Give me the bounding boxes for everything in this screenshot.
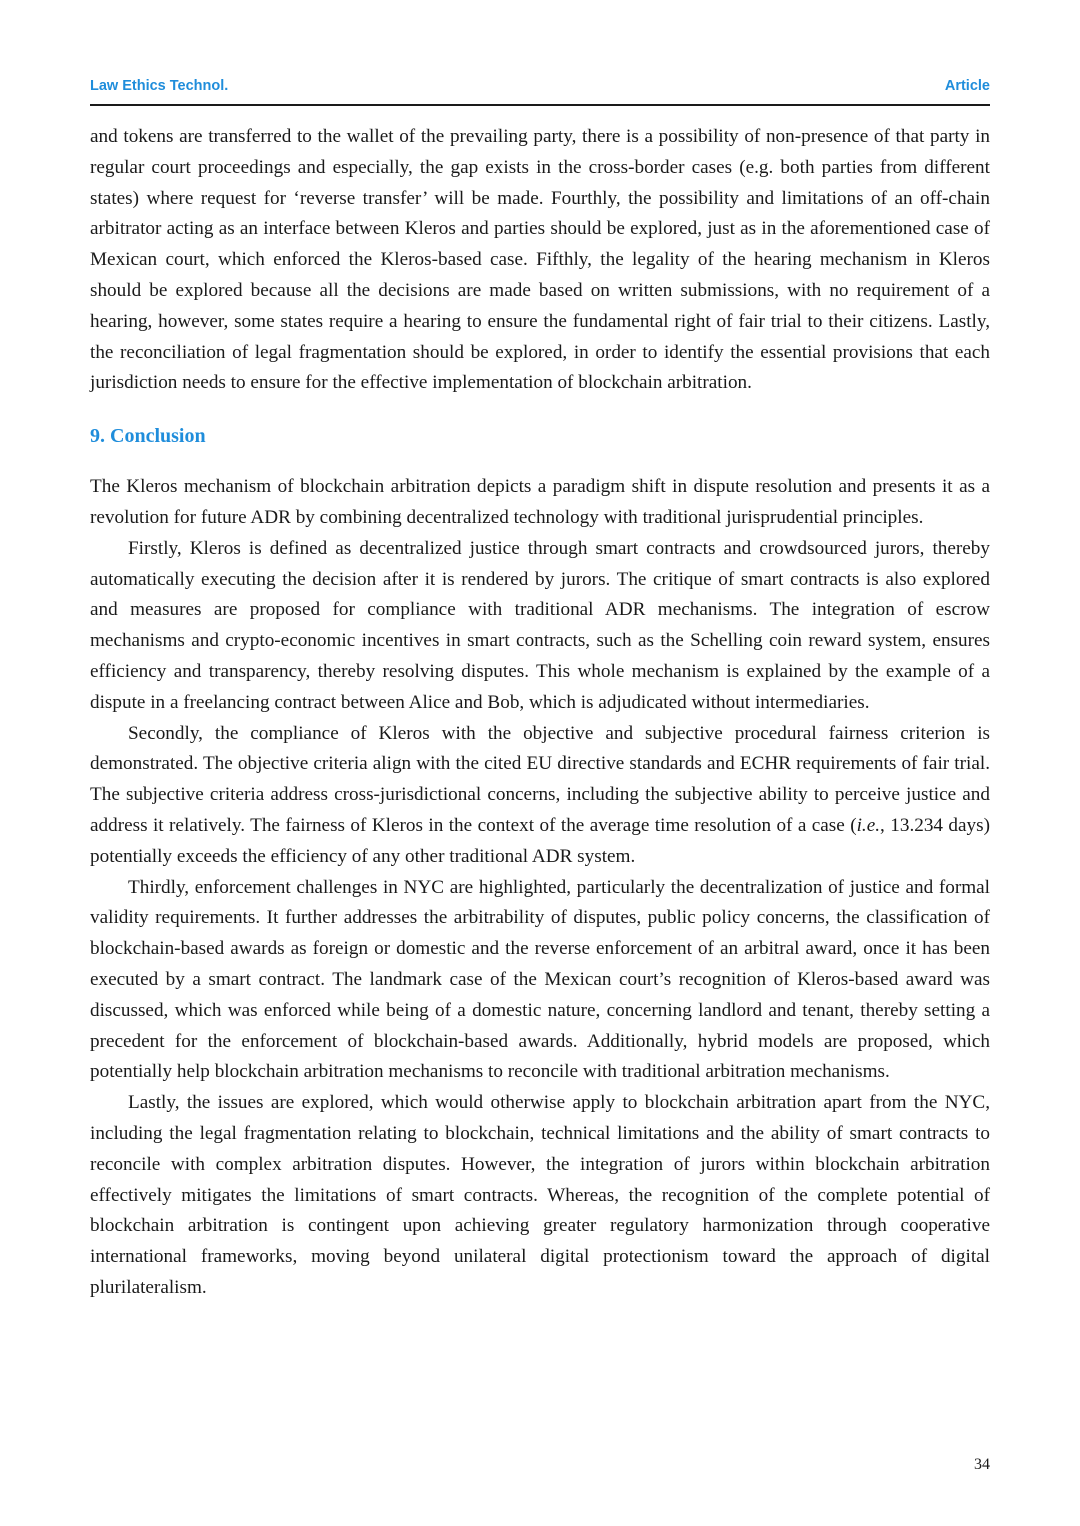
paragraph-continued: and tokens are transferred to the wallet of the prevailing party, there is a possibility of non-presence of that party in regular court proceedings and especially, the gap exists in the cross-border cases (e.g. both parties from different states) where request for ‘reverse transfer’ will be made. Fourthly, the possibility and limitations of an off-chain arbitrator acting as an interface between Kleros and parties should be explored, just as in the aforementioned case of Mexican court, which enforced the Kleros-based case. Fifthly, the legality of the hearing mechanism in Kleros should be explored because all the decisions are made based on written submissions, with no requirement of a hearing, however, some states require a hearing to ensure the fundamental right of fair trial to their citizens. Lastly, the reconciliation of legal fragmentation should be explored, in order to identify the essential provisions that each jurisdiction needs to ensure for the effective implementation of blockchain arbitration. [90,126,990,394]
paragraph-secondly [90,719,990,873]
journal-title: Law Ethics Technol. [90,78,229,94]
paragraph-secondly-text-b: , 13.234 days) potentially exceeds the efficiency of any other traditional ADR system. [90,814,990,867]
paragraph-conclusion-intro: The Kleros mechanism of blockchain arbitration depicts a paradigm shift in dispute resolution and presents it as a revolution for future ADR by combining decentralized technology with traditional jurisprudential principles. [90,476,990,528]
paragraph-firstly: Firstly, Kleros is defined as decentralized justice through smart contracts and crowdsourced jurors, thereby automatically executing the decision after it is rendered by jurors. The critique of smart contracts is also explored and measures are proposed for compliance with traditional ADR mechanisms. The integration of escrow mechanisms and crypto-economic incentives in smart contracts, such as the Schelling coin reward system, ensures efficiency and transparency, thereby resolving disputes. This whole mechanism is explained by the example of a dispute in a freelancing contract between Alice and Bob, which is adjudicated without intermediaries. [90,537,990,713]
article-body [90,122,990,1304]
abbreviation-ie: i.e. [856,814,881,836]
article-type: Article [944,78,990,94]
paragraph-lastly: Lastly, the issues are explored, which would otherwise apply to blockchain arbitration apart from the NYC, including the legal fragmentation relating to blockchain, technical limitations and the ability of smart contracts to reconcile with complex arbitration disputes. However, the integration of jurors within blockchain arbitration effectively mitigates the limitations of smart contracts. Whereas, the recognition of the complete potential of blockchain arbitration is contingent upon achieving greater regulatory harmonization through cooperative international frameworks, moving beyond unilateral digital protectionism toward the approach of digital plurilateralism. [90,1092,990,1298]
running-header [90,76,990,106]
paragraph-secondly-text-a: Secondly, the compliance of Kleros with the objective and subjective procedural fairness criterion is demonstrated. The objective criteria align with the cited EU directive standards and ECHR requirements of fair trial. The subjective criteria address cross-jurisdictional concerns, including the subjective ability to perceive justice and address it relatively. The fairness of Kleros in the context of the average time resolution of a case ( [90,722,990,836]
paragraph-thirdly: Thirdly, enforcement challenges in NYC are highlighted, particularly the decentralization of justice and formal validity requirements. It further addresses the arbitrability of disputes, public policy concerns, the classification of blockchain-based awards as foreign or domestic and the reverse enforcement of an arbitral award, once it has been executed by a smart contract. The landmark case of the Mexican court’s recognition of Kleros-based award was discussed, which was enforced while being of a domestic nature, concerning landlord and tenant, thereby setting a precedent for the enforcement of blockchain-based awards. Additionally, hybrid models are proposed, which potentially help blockchain arbitration mechanisms to reconcile with traditional arbitration mechanisms. [90,876,990,1083]
page-number: 34 [974,1456,990,1473]
section-heading-conclusion: 9. Conclusion [90,425,206,448]
